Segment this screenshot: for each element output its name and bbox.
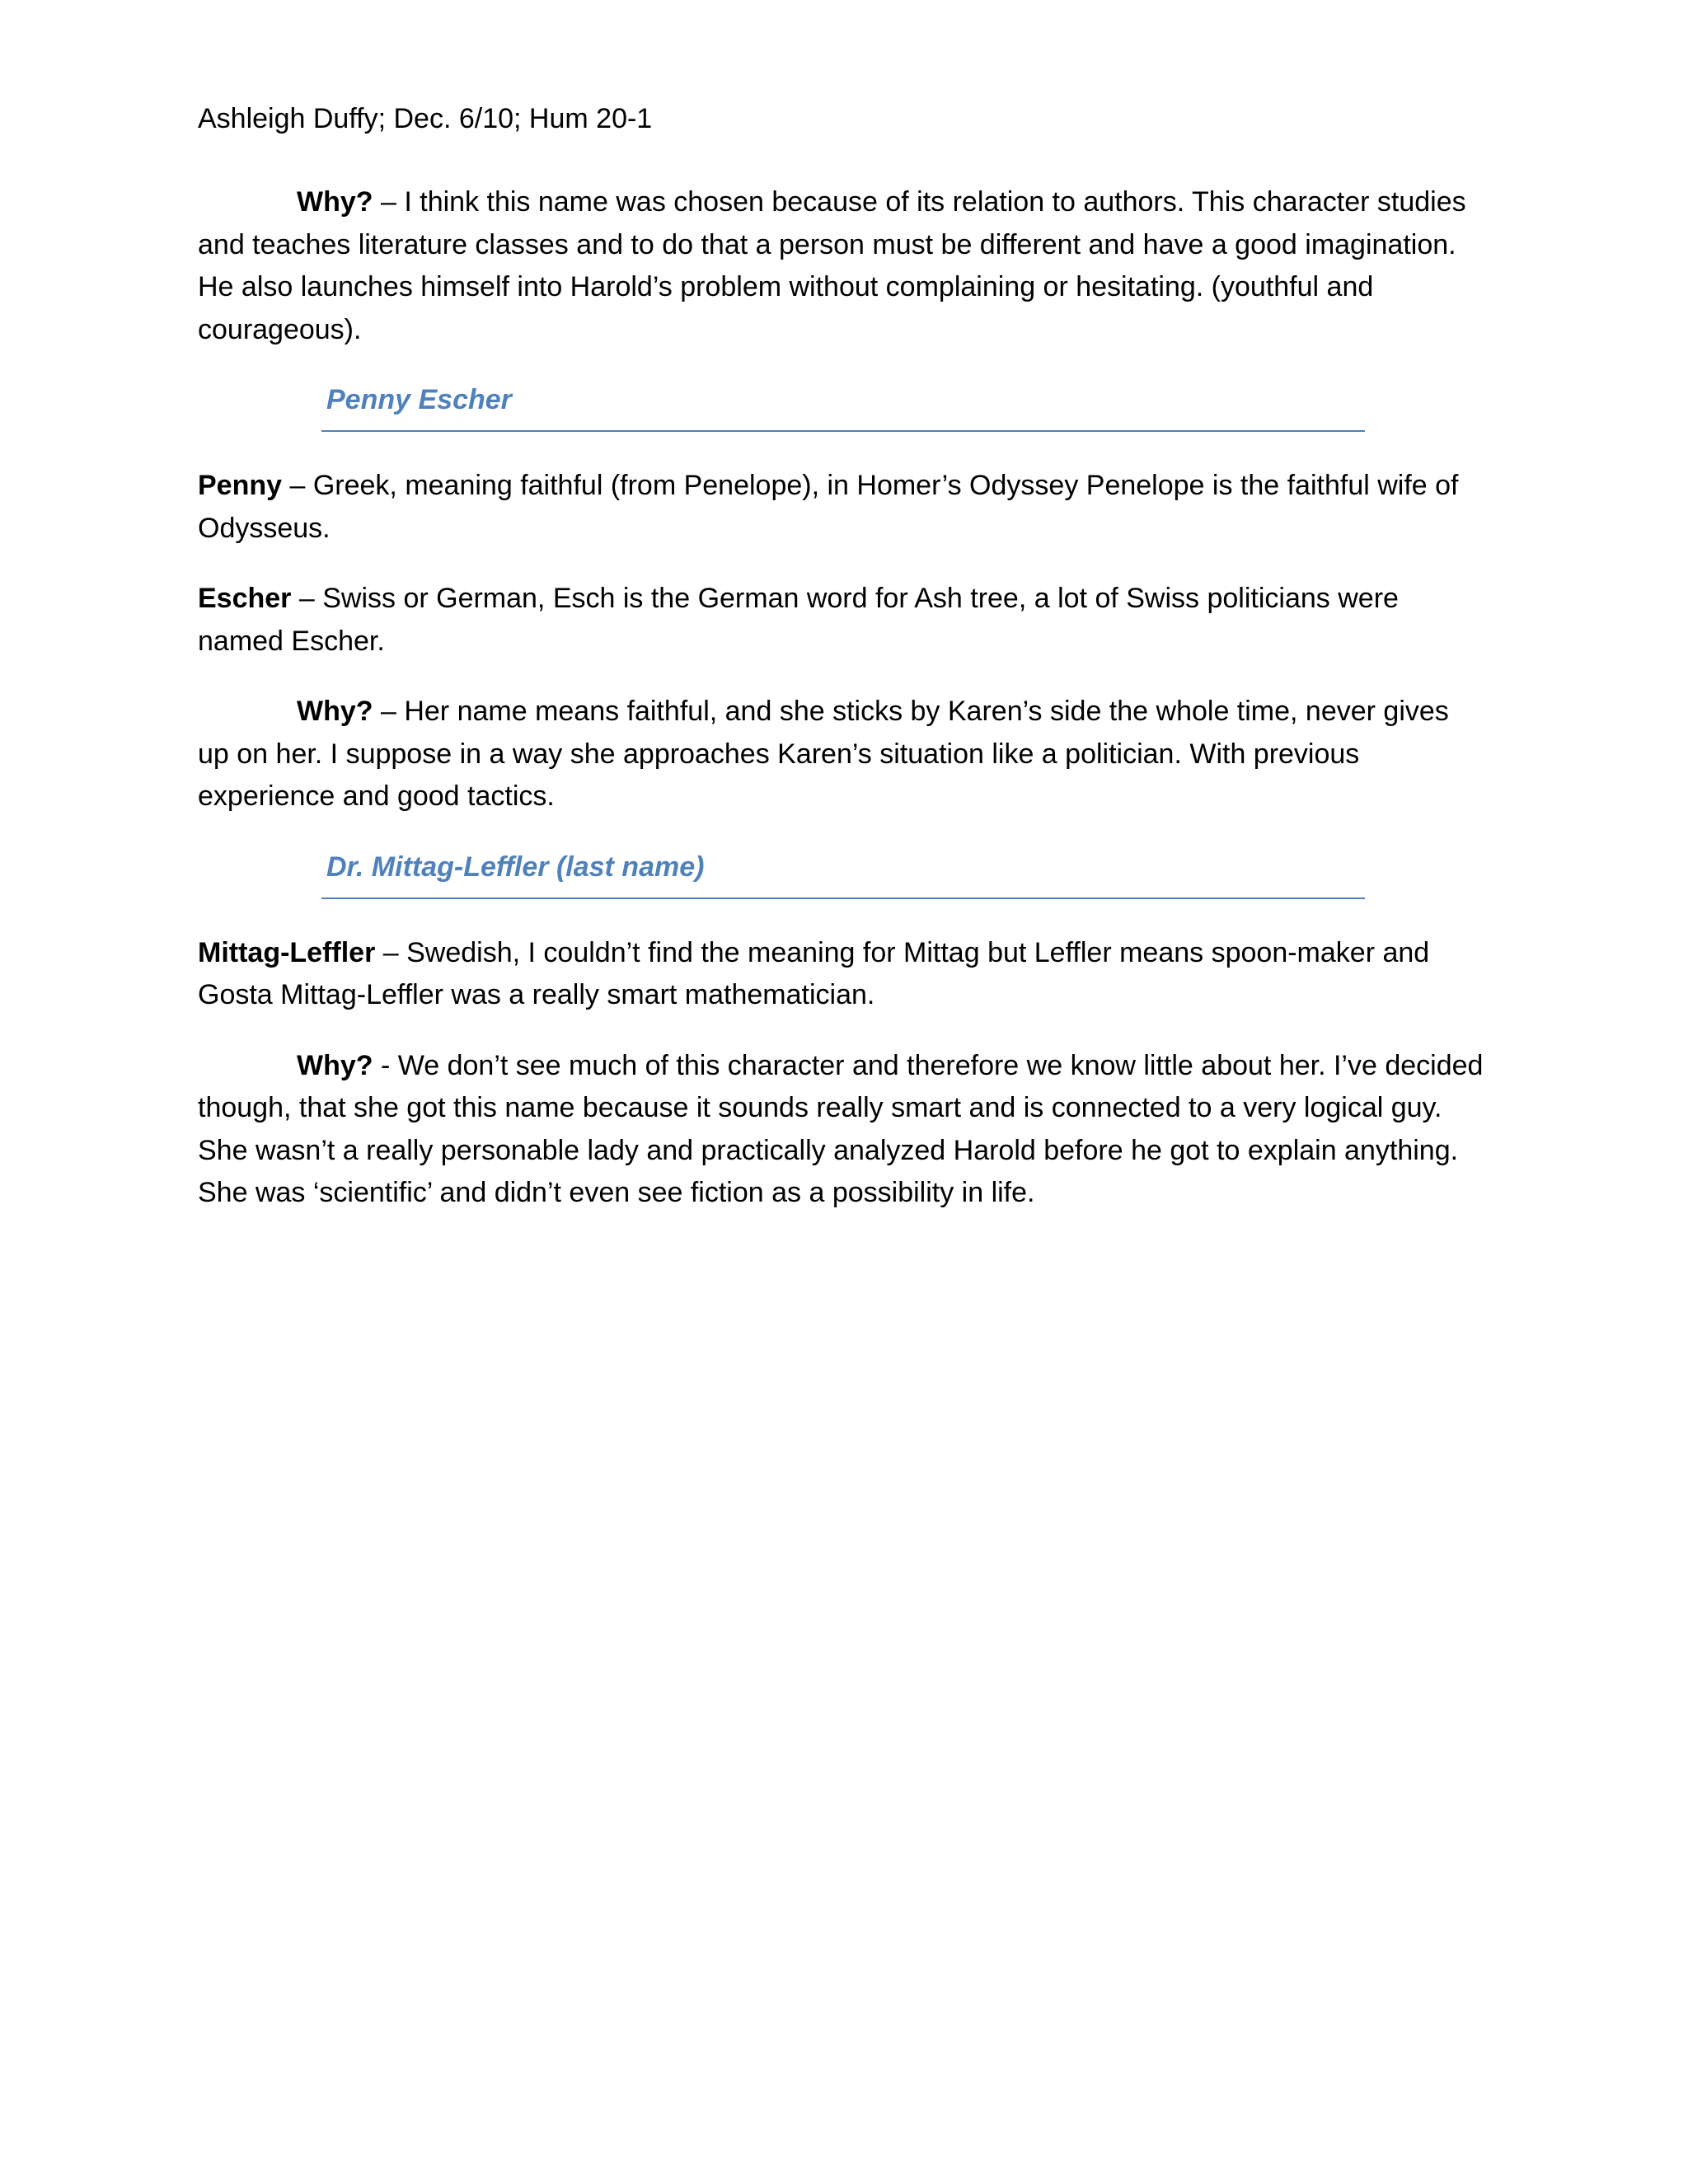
document-body bbox=[198, 97, 1484, 1243]
paragraph-why-2 bbox=[198, 691, 1484, 818]
paragraph-text: – Her name means faithful, and she sticks by Karen’s side the whole time, never gives up on her. I suppose in a way she approaches Karen’s situation like a politician. With previous experience and good tactics. bbox=[198, 696, 1449, 812]
paragraph-text: – Greek, meaning faithful (from Penelope), in Homer’s Odyssey Penelope is the faithful wife of Odysseus. bbox=[198, 470, 1459, 544]
paragraph-text: – Swiss or German, Esch is the German word for Ash tree, a lot of Swiss politicians were named Escher. bbox=[198, 583, 1399, 657]
document-header: Ashleigh Duffy; Dec. 6/10; Hum 20-1 bbox=[198, 103, 653, 134]
paragraph-mittag-leffler bbox=[198, 932, 1484, 1017]
section-heading-mittag-leffler: Dr. Mittag-Leffler (last name) bbox=[321, 846, 1365, 899]
term-label: Escher bbox=[198, 583, 292, 614]
term-label: Mittag-Leffler bbox=[198, 936, 376, 968]
section-heading-penny-escher: Penny Escher bbox=[321, 379, 1365, 432]
term-label: Penny bbox=[198, 470, 283, 501]
paragraph-text: – Swedish, I couldn’t find the meaning for Mittag but Leffler means spoon-maker and Gosta Mittag-Leffler was a really smart mathematician. bbox=[198, 936, 1430, 1010]
paragraph-why-1 bbox=[198, 181, 1484, 351]
term-label: Why? bbox=[297, 186, 373, 218]
paragraph-escher bbox=[198, 578, 1484, 663]
term-label: Why? bbox=[297, 696, 373, 727]
paragraph-text: - We don’t see much of this character and therefore we know little about her. I’ve decided though, that she got this name because it sounds really smart and is connected to a very logical guy. She wasn’t a really personable lady and practically analyzed Harold before he got to explain anything. She was ‘scientific’ and didn’t even see fiction as a possibility in life. bbox=[198, 1049, 1484, 1208]
term-label: Why? bbox=[297, 1049, 373, 1081]
paragraph-text: – I think this name was chosen because of its relation to authors. This character studies and teaches literature classes and to do that a person must be different and have a good imagination. He also launches himself into Harold’s problem without complaining or hesitating. (youthful and courageous). bbox=[198, 186, 1466, 345]
paragraph-penny bbox=[198, 465, 1484, 550]
paragraph-why-3 bbox=[198, 1045, 1484, 1215]
